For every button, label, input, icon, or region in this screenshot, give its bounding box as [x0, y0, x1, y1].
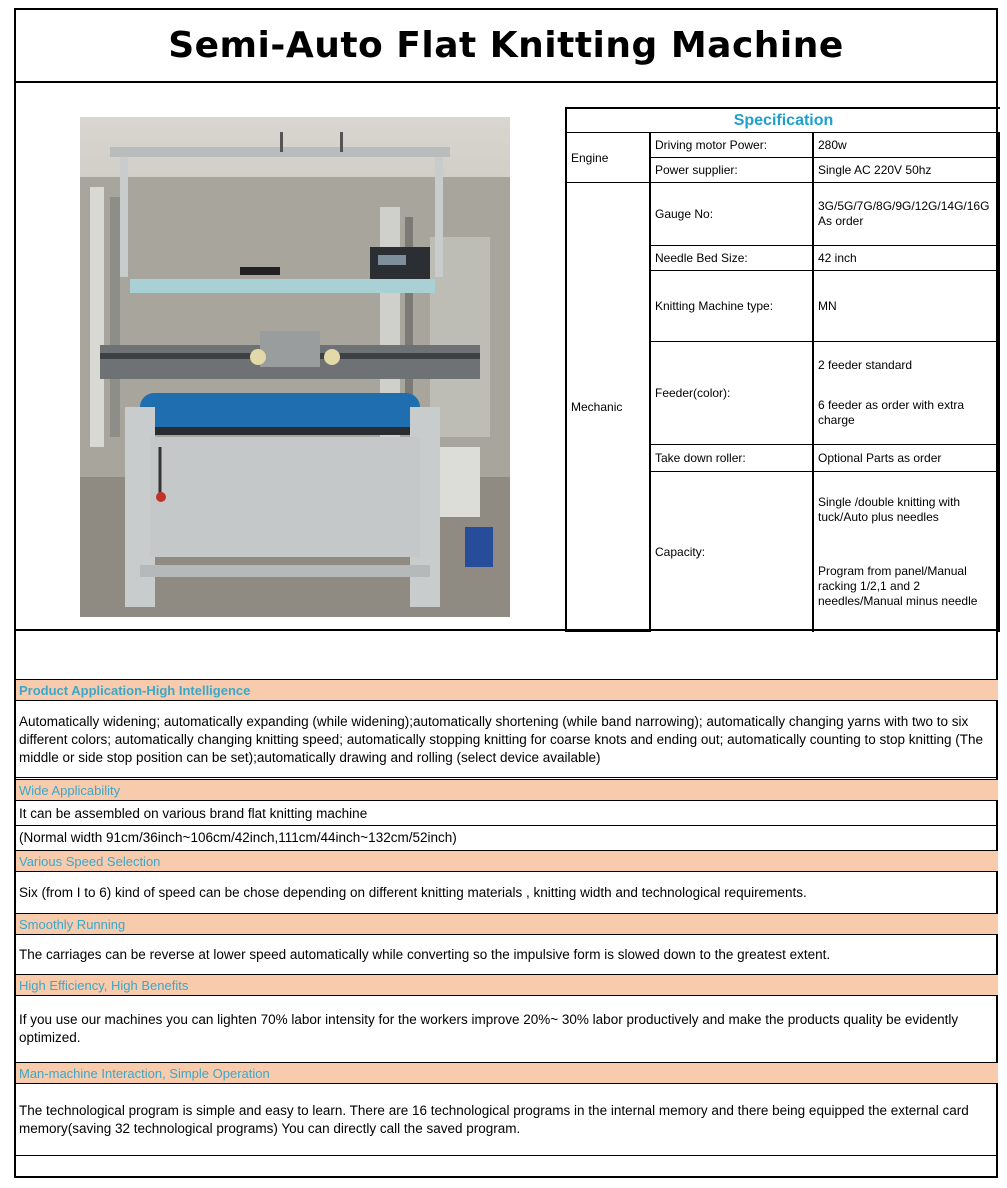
- section-divider: [16, 629, 996, 631]
- spec-label: Knitting Machine type:: [651, 271, 814, 342]
- section-heading: Smoothly Running: [16, 913, 998, 935]
- row-separator: [16, 1155, 998, 1156]
- spec-sheet: [14, 8, 998, 1178]
- section-text: Six (from I to 6) kind of speed can be chose depending on different knitting materials , knitting width and technological requirements.: [19, 885, 807, 900]
- section-text: The carriages can be reverse at lower speed automatically while converting so the impulsive form is slowed down to the greatest extent.: [19, 947, 831, 962]
- section-text: If you use our machines you can lighten 70% labor intensity for the workers improve 20%~ 30% labor productively and make the products quality be evidently optimized.: [19, 1012, 959, 1045]
- page-title: Semi-Auto Flat Knitting Machine: [168, 25, 844, 66]
- spec-group-engine: Engine: [567, 133, 651, 183]
- specification-grid: [567, 133, 1000, 632]
- spec-value: 3G/5G/7G/8G/9G/12G/14G/16G As order: [814, 183, 1000, 246]
- section-text: Automatically widening; automatically expanding (while widening);automatically shortening (while band narrowing); automatically changing yarns with two to six different colors; automatically changing knitting speed; automatically stopping knitting for coarse knots and ending out; automatically counting to stop knitting (The middle or side stop position can be set);automatically drawing and rolling (select device available): [19, 714, 984, 765]
- spec-value: MN: [814, 271, 1000, 342]
- spec-value-line: Single /double knitting with tuck/Auto plus needles: [818, 495, 961, 525]
- spec-value: [814, 342, 1000, 445]
- spec-label: Driving motor Power:: [651, 133, 814, 158]
- spec-value: Single AC 220V 50hz: [814, 158, 1000, 183]
- section-text: (Normal width 91cm/36inch~106cm/42inch,111cm/44inch~132cm/52inch): [19, 829, 457, 845]
- spec-label: Capacity:: [651, 472, 814, 632]
- spec-label: Power supplier:: [651, 158, 814, 183]
- machine-photo: [80, 117, 510, 617]
- spec-value: 280w: [814, 133, 1000, 158]
- section-heading: High Efficiency, High Benefits: [16, 974, 998, 996]
- section-heading: Product Application-High Intelligence: [16, 679, 998, 701]
- section-heading: Various Speed Selection: [16, 850, 998, 872]
- spec-label: Feeder(color):: [651, 342, 814, 445]
- section-text: The technological program is simple and easy to learn. There are 16 technological programs in the internal memory and there being equipped the external card memory(saving 32 technological programs) You can directly call the saved program.: [19, 1103, 969, 1136]
- title-row: [16, 10, 996, 83]
- spec-value: [814, 472, 1000, 632]
- spec-value-line: Program from panel/Manual racking 1/2,1 and 2 needles/Manual minus needle: [818, 563, 978, 608]
- spec-label: Gauge No:: [651, 183, 814, 246]
- spec-value: Optional Parts as order: [814, 445, 1000, 472]
- knitting-machine-illustration: [80, 117, 510, 617]
- spec-value: 42 inch: [814, 246, 1000, 271]
- section-heading: Wide Applicability: [16, 779, 998, 801]
- spec-value-line: 2 feeder standard: [818, 358, 913, 373]
- row-separator: [16, 777, 998, 778]
- spec-label: Needle Bed Size:: [651, 246, 814, 271]
- spec-value-line: 6 feeder as order with extra charge: [818, 397, 965, 427]
- specification-heading: Specification: [567, 109, 1000, 133]
- section-heading: Man-machine Interaction, Simple Operation: [16, 1062, 998, 1084]
- spec-label: Take down roller:: [651, 445, 814, 472]
- specification-table: [565, 107, 1000, 632]
- spec-group-mechanic: Mechanic: [567, 183, 651, 632]
- section-text: It can be assembled on various brand flat knitting machine: [19, 806, 368, 821]
